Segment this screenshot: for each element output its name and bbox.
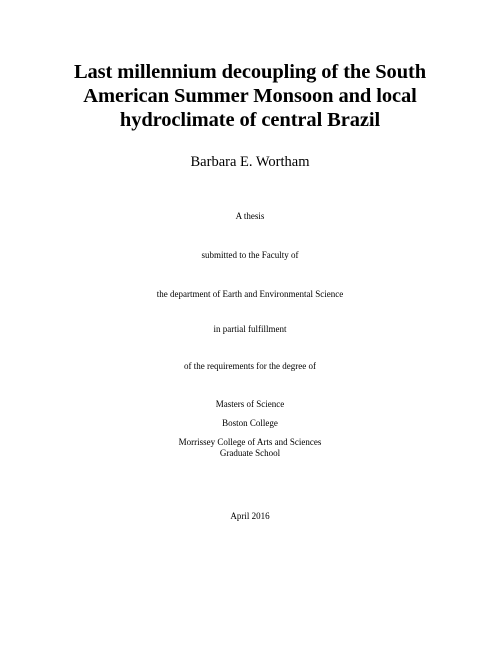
requirements-text: of the requirements for the degree of <box>184 361 316 371</box>
thesis-title-line-3: hydroclimate of central Brazil <box>119 109 381 131</box>
thesis-title-line-1: Last millennium decoupling of the South <box>73 61 427 83</box>
thesis-title <box>40 60 460 132</box>
author-name: Barbara E. Wortham <box>190 154 310 170</box>
college-text: Boston College <box>222 418 278 428</box>
partial-fulfillment-text: in partial fulfillment <box>213 324 287 334</box>
thesis-title-line-2: American Summer Monsoon and local <box>83 85 417 107</box>
school-text-line-1: Morrissey College of Arts and Sciences <box>178 437 322 447</box>
department-text: the department of Earth and Environmental Science <box>156 289 344 299</box>
degree-text: Masters of Science <box>215 399 285 409</box>
date-text: April 2016 <box>230 511 270 521</box>
thesis-label: A thesis <box>235 211 265 221</box>
submitted-to-text: submitted to the Faculty of <box>201 250 299 260</box>
school-text-line-2: Graduate School <box>219 448 281 458</box>
